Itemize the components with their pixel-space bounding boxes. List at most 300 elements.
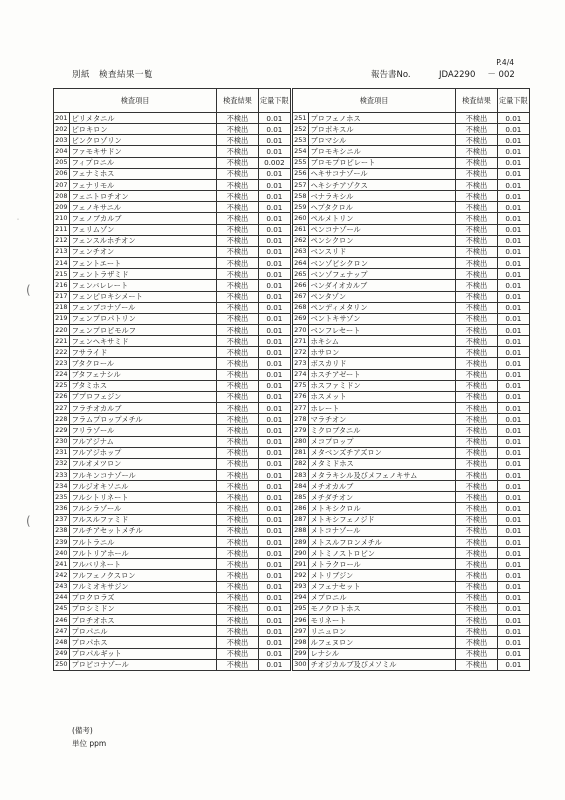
row-number: 281: [293, 447, 309, 458]
row-number: 216: [54, 280, 70, 291]
table-row: [54, 592, 291, 603]
row-number: 256: [293, 168, 309, 179]
result-value: 不検出: [456, 492, 498, 503]
result-value: 不検出: [217, 168, 259, 179]
item-name: レナシル: [308, 648, 456, 659]
table-row: [54, 224, 291, 235]
item-name: フェンブコナゾール: [69, 302, 217, 313]
limit-value: 0.01: [497, 313, 529, 324]
item-name: ホスメット: [308, 391, 456, 402]
table-row: [54, 581, 291, 592]
limit-value: 0.01: [258, 425, 290, 436]
row-number: 284: [293, 481, 309, 492]
limit-value: 0.01: [258, 659, 290, 670]
limit-value: 0.01: [258, 481, 290, 492]
table-row: [54, 258, 291, 269]
result-value: 不検出: [456, 258, 498, 269]
notes: [72, 724, 106, 750]
row-number: 280: [293, 436, 309, 447]
result-value: 不検出: [217, 358, 259, 369]
row-number: 238: [54, 525, 70, 536]
limit-value: 0.01: [497, 525, 529, 536]
result-value: 不検出: [456, 403, 498, 414]
result-value: 不検出: [217, 648, 259, 659]
table-row: [54, 548, 291, 559]
limit-value: 0.01: [497, 492, 529, 503]
item-name: ホレート: [308, 403, 456, 414]
result-value: 不検出: [217, 481, 259, 492]
item-name: ブタフェナシル: [69, 369, 217, 380]
result-value: 不検出: [217, 592, 259, 603]
table-row: [293, 313, 530, 324]
limit-value: 0.01: [258, 536, 290, 547]
table-row: [293, 269, 530, 280]
item-name: フルミオキサジン: [69, 581, 217, 592]
item-name: フラムプロップメチル: [69, 414, 217, 425]
limit-value: 0.01: [258, 548, 290, 559]
table-row: [293, 492, 530, 503]
table-row: [54, 559, 291, 570]
item-name: ホスファミドン: [308, 380, 456, 391]
item-name: ビンクロゾリン: [69, 135, 217, 146]
item-name: ペルメトリン: [308, 213, 456, 224]
item-name: ホサロン: [308, 347, 456, 358]
limit-value: 0.002: [258, 157, 290, 168]
item-name: マラチオン: [308, 414, 456, 425]
item-name: ベンゾフェナップ: [308, 269, 456, 280]
row-number: 219: [54, 313, 70, 324]
table-row: [54, 470, 291, 481]
row-number: 247: [54, 626, 70, 637]
limit-value: 0.01: [258, 358, 290, 369]
limit-value: 0.01: [497, 124, 529, 135]
limit-value: 0.01: [497, 425, 529, 436]
item-name: ブロモキシニル: [308, 146, 456, 157]
item-name: ブタクロール: [69, 358, 217, 369]
limit-value: 0.01: [497, 536, 529, 547]
result-value: 不検出: [456, 202, 498, 213]
row-number: 298: [293, 637, 309, 648]
table-row: [54, 458, 291, 469]
item-name: ミクロブタニル: [308, 425, 456, 436]
result-value: 不検出: [456, 324, 498, 335]
item-name: フェントラザミド: [69, 269, 217, 280]
result-value: 不検出: [217, 157, 259, 168]
result-value: 不検出: [456, 313, 498, 324]
result-value: 不検出: [456, 659, 498, 670]
limit-value: 0.01: [497, 458, 529, 469]
limit-value: 0.01: [258, 302, 290, 313]
item-name: プロクロラズ: [69, 592, 217, 603]
row-number: 218: [54, 302, 70, 313]
column-header-result: 検査結果: [456, 89, 498, 113]
row-number: 251: [293, 113, 309, 124]
row-number: 253: [293, 135, 309, 146]
result-value: 不検出: [217, 146, 259, 157]
result-value: 不検出: [456, 436, 498, 447]
item-name: ブタミホス: [69, 380, 217, 391]
page-number-main: P.4/4: [496, 58, 514, 67]
item-name: フルフェノクスロン: [69, 570, 217, 581]
row-number: 209: [54, 202, 70, 213]
table-row: [293, 113, 530, 124]
result-value: 不検出: [456, 269, 498, 280]
result-value: 不検出: [217, 246, 259, 257]
item-name: ペンシクロン: [308, 235, 456, 246]
result-value: 不検出: [217, 179, 259, 190]
item-name: フェンプロパトリン: [69, 313, 217, 324]
result-value: 不検出: [456, 380, 498, 391]
table-row: [54, 135, 291, 146]
result-value: 不検出: [456, 559, 498, 570]
result-value: 不検出: [456, 302, 498, 313]
limit-value: 0.01: [258, 291, 290, 302]
result-value: 不検出: [456, 246, 498, 257]
row-number: 235: [54, 492, 70, 503]
results-table-left: [53, 88, 291, 671]
limit-value: 0.01: [497, 615, 529, 626]
item-name: フラチオカルブ: [69, 403, 217, 414]
table-row: [293, 213, 530, 224]
table-row: [293, 503, 530, 514]
limit-value: 0.01: [497, 403, 529, 414]
item-name: プロピコナゾール: [69, 659, 217, 670]
result-value: 不検出: [456, 447, 498, 458]
item-name: メコプロップ: [308, 436, 456, 447]
table-row: [293, 626, 530, 637]
result-value: 不検出: [217, 659, 259, 670]
table-row: [293, 369, 530, 380]
limit-value: 0.01: [497, 514, 529, 525]
table-row: [293, 525, 530, 536]
limit-value: 0.01: [497, 113, 529, 124]
row-number: 282: [293, 458, 309, 469]
row-number: 285: [293, 492, 309, 503]
limit-value: 0.01: [258, 269, 290, 280]
row-number: 250: [54, 659, 70, 670]
result-value: 不検出: [456, 336, 498, 347]
column-header-result: 検査結果: [217, 89, 259, 113]
result-value: 不検出: [217, 637, 259, 648]
item-name: ヘキシチアゾクス: [308, 179, 456, 190]
limit-value: 0.01: [497, 246, 529, 257]
row-number: 204: [54, 146, 70, 157]
table-row: [293, 280, 530, 291]
result-value: 不検出: [456, 570, 498, 581]
table-row: [54, 481, 291, 492]
item-name: ファモキサドン: [69, 146, 217, 157]
item-name: フルオメツロン: [69, 458, 217, 469]
result-value: 不検出: [456, 291, 498, 302]
limit-value: 0.01: [497, 369, 529, 380]
row-number: 244: [54, 592, 70, 603]
result-value: 不検出: [217, 336, 259, 347]
item-name: フェナミホス: [69, 168, 217, 179]
result-value: 不検出: [456, 224, 498, 235]
item-name: ペンディメタリン: [308, 302, 456, 313]
limit-value: 0.01: [258, 202, 290, 213]
result-value: 不検出: [217, 269, 259, 280]
limit-value: 0.01: [258, 246, 290, 257]
row-number: 255: [293, 157, 309, 168]
limit-value: 0.01: [497, 570, 529, 581]
table-row: [54, 514, 291, 525]
limit-value: 0.01: [258, 492, 290, 503]
results-tables: [53, 88, 530, 722]
limit-value: 0.01: [258, 347, 290, 358]
row-number: 268: [293, 302, 309, 313]
item-name: プロポキスル: [308, 124, 456, 135]
limit-value: 0.01: [497, 269, 529, 280]
item-name: モリネート: [308, 615, 456, 626]
limit-value: 0.01: [497, 291, 529, 302]
item-name: ベンフレセート: [308, 324, 456, 335]
row-number: 236: [54, 503, 70, 514]
result-value: 不検出: [456, 358, 498, 369]
limit-value: 0.01: [497, 202, 529, 213]
table-row: [54, 358, 291, 369]
table-row: [293, 246, 530, 257]
table-row: [54, 659, 291, 670]
limit-value: 0.01: [497, 347, 529, 358]
item-name: フェントエート: [69, 258, 217, 269]
item-name: ブロモプロピレート: [308, 157, 456, 168]
result-value: 不検出: [456, 213, 498, 224]
table-row: [54, 157, 291, 168]
row-number: 260: [293, 213, 309, 224]
table-row: [54, 179, 291, 190]
limit-value: 0.01: [497, 157, 529, 168]
table-row: [293, 391, 530, 402]
row-number: 210: [54, 213, 70, 224]
result-value: 不検出: [217, 436, 259, 447]
table-row: [54, 280, 291, 291]
table-row: [293, 124, 530, 135]
item-name: フェナリモル: [69, 179, 217, 190]
result-value: 不検出: [217, 391, 259, 402]
table-row: [54, 536, 291, 547]
result-value: 不検出: [456, 347, 498, 358]
limit-value: 0.01: [497, 391, 529, 402]
limit-value: 0.01: [258, 213, 290, 224]
result-value: 不検出: [217, 548, 259, 559]
result-value: 不検出: [217, 525, 259, 536]
limit-value: 0.01: [258, 570, 290, 581]
limit-value: 0.01: [258, 503, 290, 514]
item-name: ブプロフェジン: [69, 391, 217, 402]
result-value: 不検出: [217, 202, 259, 213]
item-name: ベンダイオカルブ: [308, 280, 456, 291]
limit-value: 0.01: [497, 648, 529, 659]
table-row: [293, 135, 530, 146]
table-row: [293, 191, 530, 202]
table-row: [54, 414, 291, 425]
item-name: プロチオホス: [69, 615, 217, 626]
table-row: [293, 157, 530, 168]
scan-mark: ˙: [16, 218, 20, 227]
limit-value: 0.01: [497, 146, 529, 157]
table-row: [293, 548, 530, 559]
row-number: 224: [54, 369, 70, 380]
table-header-row: [293, 89, 530, 113]
item-name: ペンコナゾール: [308, 224, 456, 235]
row-number: 254: [293, 146, 309, 157]
result-value: 不検出: [456, 470, 498, 481]
result-value: 不検出: [217, 470, 259, 481]
result-value: 不検出: [456, 503, 498, 514]
row-number: 243: [54, 581, 70, 592]
limit-value: 0.01: [258, 637, 290, 648]
limit-value: 0.01: [497, 592, 529, 603]
row-number: 283: [293, 470, 309, 481]
table-row: [54, 235, 291, 246]
result-value: 不検出: [456, 481, 498, 492]
row-number: 207: [54, 179, 70, 190]
item-name: フェンヘキサミド: [69, 336, 217, 347]
limit-value: 0.01: [258, 414, 290, 425]
row-number: 262: [293, 235, 309, 246]
limit-value: 0.01: [258, 168, 290, 179]
result-value: 不検出: [217, 626, 259, 637]
item-name: フルバリネート: [69, 559, 217, 570]
table-row: [293, 570, 530, 581]
item-name: ブロマシル: [308, 135, 456, 146]
table-row: [54, 336, 291, 347]
row-number: 299: [293, 648, 309, 659]
page-number: [496, 58, 514, 68]
row-number: 245: [54, 603, 70, 614]
item-name: メトキシクロル: [308, 503, 456, 514]
item-name: メトリブジン: [308, 570, 456, 581]
item-name: メタラキシル及びメフェノキサム: [308, 470, 456, 481]
item-name: フルジオキソニル: [69, 481, 217, 492]
table-row: [54, 313, 291, 324]
row-number: 263: [293, 246, 309, 257]
result-value: 不検出: [456, 581, 498, 592]
limit-value: 0.01: [497, 436, 529, 447]
result-value: 不検出: [456, 626, 498, 637]
limit-value: 0.01: [497, 548, 529, 559]
table-row: [54, 168, 291, 179]
limit-value: 0.01: [258, 458, 290, 469]
row-number: 241: [54, 559, 70, 570]
item-name: ピリメタニル: [69, 113, 217, 124]
limit-value: 0.01: [497, 179, 529, 190]
table-row: [293, 648, 530, 659]
row-number: 206: [54, 168, 70, 179]
limit-value: 0.01: [258, 603, 290, 614]
limit-value: 0.01: [497, 280, 529, 291]
table-row: [293, 470, 530, 481]
limit-value: 0.01: [497, 380, 529, 391]
limit-value: 0.01: [497, 626, 529, 637]
item-name: メチダチオン: [308, 492, 456, 503]
table-row: [54, 124, 291, 135]
limit-value: 0.01: [258, 179, 290, 190]
result-value: 不検出: [217, 581, 259, 592]
result-value: 不検出: [217, 492, 259, 503]
limit-value: 0.01: [258, 324, 290, 335]
table-row: [293, 637, 530, 648]
limit-value: 0.01: [497, 559, 529, 570]
row-number: 203: [54, 135, 70, 146]
result-value: 不検出: [456, 525, 498, 536]
result-value: 不検出: [456, 637, 498, 648]
item-name: モノクロトホス: [308, 603, 456, 614]
limit-value: 0.01: [497, 659, 529, 670]
result-value: 不検出: [456, 124, 498, 135]
limit-value: 0.01: [497, 191, 529, 202]
limit-value: 0.01: [258, 124, 290, 135]
result-value: 不検出: [456, 191, 498, 202]
row-number: 231: [54, 447, 70, 458]
table-row: [293, 414, 530, 425]
item-name: フェンスルホチオン: [69, 235, 217, 246]
limit-value: 0.01: [258, 648, 290, 659]
row-number: 267: [293, 291, 309, 302]
limit-value: 0.01: [258, 447, 290, 458]
row-number: 213: [54, 246, 70, 257]
unit-label: 単位 ppm: [72, 739, 107, 748]
item-name: ルフェヌロン: [308, 637, 456, 648]
row-number: 212: [54, 235, 70, 246]
table-row: [293, 146, 530, 157]
row-number: 275: [293, 380, 309, 391]
item-name: プロパニル: [69, 626, 217, 637]
item-name: フルトリアホール: [69, 548, 217, 559]
item-name: フルスルファミド: [69, 514, 217, 525]
limit-value: 0.01: [497, 581, 529, 592]
result-value: 不検出: [456, 414, 498, 425]
item-name: プロシミドン: [69, 603, 217, 614]
limit-value: 0.01: [258, 135, 290, 146]
item-name: ヘプタクロル: [308, 202, 456, 213]
table-row: [54, 615, 291, 626]
result-value: 不検出: [217, 447, 259, 458]
table-row: [54, 492, 291, 503]
row-number: 234: [54, 481, 70, 492]
limit-value: 0.01: [497, 637, 529, 648]
report-number-label: 報告書No.: [371, 70, 411, 80]
row-number: 240: [54, 548, 70, 559]
row-number: 205: [54, 157, 70, 168]
result-value: 不検出: [217, 559, 259, 570]
item-name: フサライド: [69, 347, 217, 358]
table-row: [54, 503, 291, 514]
limit-value: 0.01: [258, 224, 290, 235]
limit-value: 0.01: [258, 403, 290, 414]
result-value: 不検出: [217, 603, 259, 614]
result-value: 不検出: [217, 113, 259, 124]
result-value: 不検出: [217, 536, 259, 547]
limit-value: 0.01: [258, 581, 290, 592]
table-row: [293, 425, 530, 436]
table-row: [293, 324, 530, 335]
row-number: 259: [293, 202, 309, 213]
row-number: 201: [54, 113, 70, 124]
row-number: 242: [54, 570, 70, 581]
table-row: [293, 581, 530, 592]
item-name: ベントキサゾン: [308, 313, 456, 324]
result-value: 不検出: [456, 157, 498, 168]
table-row: [54, 570, 291, 581]
table-row: [54, 213, 291, 224]
table-row: [293, 291, 530, 302]
limit-value: 0.01: [258, 191, 290, 202]
row-number: 289: [293, 536, 309, 547]
table-body-right: [293, 113, 530, 671]
row-number: 258: [293, 191, 309, 202]
